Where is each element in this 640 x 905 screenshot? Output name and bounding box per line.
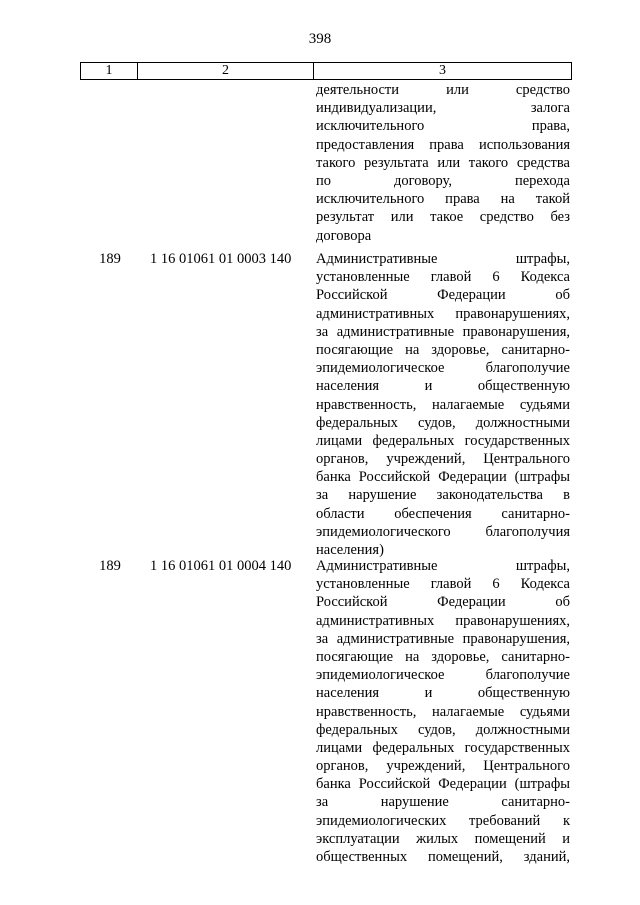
row-number: 189 [99, 558, 121, 574]
description-line: общественных помещений, зданий, [316, 849, 570, 865]
description-line: за нарушение законодательства в [316, 487, 570, 504]
description-line: договора [316, 227, 372, 244]
description-line: Российской Федерации об [316, 594, 570, 611]
description-line: нравственность, налагаемые судьями [316, 703, 570, 720]
description-line: посягающие на здоровье, санитарно- [316, 341, 570, 358]
description-line: установленные главой 6 Кодекса [316, 269, 570, 286]
description-line: населения и общественную [316, 378, 570, 395]
description-line: органов, учреждений, Центрального [316, 758, 570, 775]
description-line: области обеспечения санитарно- [316, 505, 570, 522]
description-line: административных правонарушениях, [316, 305, 570, 322]
description-line: нравственность, налагаемые судьями [316, 396, 570, 413]
description-line: результат или такое средство без [316, 209, 570, 226]
column-header-table [80, 62, 572, 80]
page-number: 398 [308, 31, 332, 47]
description-line: Административные штрафы, [316, 558, 570, 574]
description-line: административных правонарушениях, [316, 612, 570, 629]
row-description [316, 250, 570, 559]
description-line: за административные правонарушения, [316, 630, 570, 647]
description-line: банка Российской Федерации (штрафы [316, 469, 570, 486]
description-line: эпидемиологическое благополучие [316, 360, 570, 377]
description-line: лицами федеральных государственных [316, 432, 570, 449]
column-header-3: 3 [314, 63, 572, 80]
column-header-1: 1 [81, 63, 138, 80]
column-header-2: 2 [138, 63, 314, 80]
column-header-row [81, 63, 572, 80]
description-line: Административные штрафы, [316, 251, 570, 267]
description-line: индивидуализации, залога [316, 100, 570, 117]
continued-description [316, 81, 570, 245]
description-line: по договору, перехода [316, 172, 570, 189]
description-line: исключительного права на такой [316, 191, 570, 208]
description-line: предоставления права использования [316, 136, 570, 153]
description-line: лицами федеральных государственных [316, 739, 570, 756]
description-line: за нарушение санитарно- [316, 794, 570, 811]
row-number: 189 [99, 251, 121, 267]
budget-code: 1 16 01061 01 0003 140 [150, 251, 292, 267]
description-line: эпидемиологическое благополучие [316, 667, 570, 684]
description-line: населения) [316, 542, 384, 558]
description-line: установленные главой 6 Кодекса [316, 576, 570, 593]
description-line: органов, учреждений, Центрального [316, 451, 570, 468]
description-line: банка Российской Федерации (штрафы [316, 776, 570, 793]
budget-code: 1 16 01061 01 0004 140 [150, 558, 292, 574]
description-line: исключительного права, [316, 118, 570, 135]
description-line: эксплуатации жилых помещений и [316, 830, 570, 847]
description-line: эпидемиологического благополучия [316, 523, 570, 540]
description-line: посягающие на здоровье, санитарно- [316, 648, 570, 665]
description-line: федеральных судов, должностными [316, 414, 570, 431]
row-description [316, 557, 570, 866]
description-line: за административные правонарушения, [316, 323, 570, 340]
description-line: деятельности или средство [316, 82, 570, 98]
description-line: населения и общественную [316, 685, 570, 702]
description-line: Российской Федерации об [316, 287, 570, 304]
description-line: федеральных судов, должностными [316, 721, 570, 738]
description-line: такого результата или такого средства [316, 154, 570, 171]
description-line: эпидемиологических требований к [316, 812, 570, 829]
